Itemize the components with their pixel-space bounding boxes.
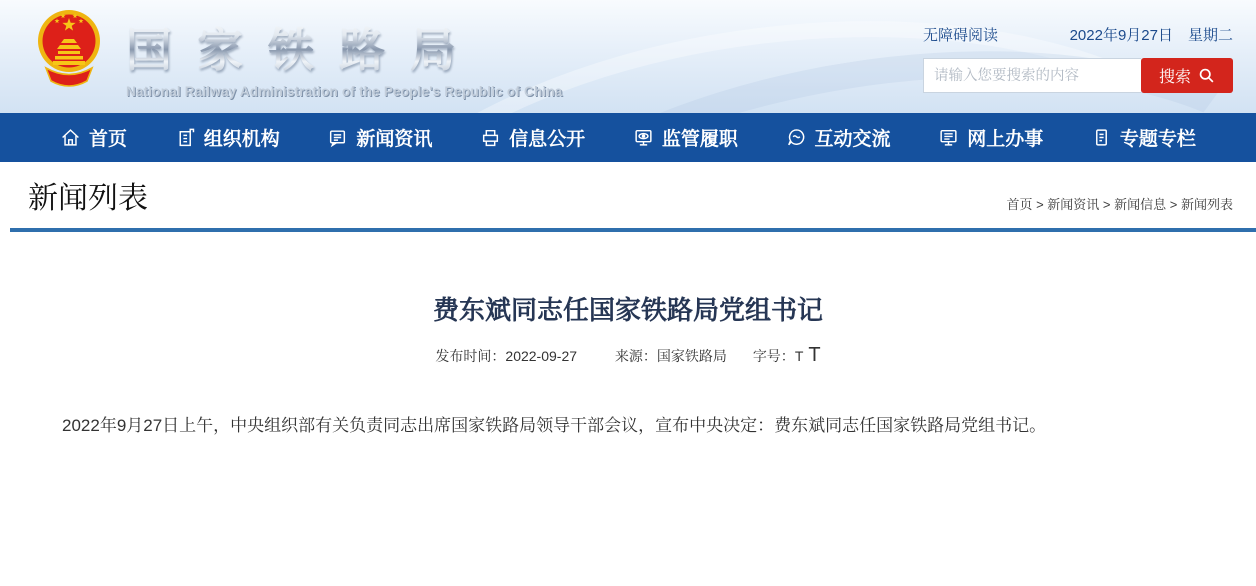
nav-item-news[interactable] xyxy=(327,124,432,151)
breadcrumb-news-info[interactable]: 新闻信息 xyxy=(1114,197,1167,212)
online-service-icon xyxy=(938,127,959,148)
article-title: 费东斌同志任国家铁路局党组书记 xyxy=(432,295,823,325)
home-icon xyxy=(60,127,81,148)
breadcrumb-home[interactable]: 首页 xyxy=(1006,197,1033,212)
site-header xyxy=(0,0,1256,113)
header-tools xyxy=(923,24,1233,93)
article xyxy=(0,232,1256,442)
page-title: 新闻列表 xyxy=(28,182,148,215)
nav-item-supervision[interactable] xyxy=(633,124,738,151)
nav-item-home[interactable] xyxy=(60,124,127,151)
nav-label: 新闻资讯 xyxy=(356,129,433,150)
article-body: 2022年9月27日上午，中央组织部有关负责同志出席国家铁路局领导干部会议，宣布中央决定：费东斌同志任国家铁路局党组书记。 xyxy=(62,416,1047,435)
magnifier-icon xyxy=(1198,67,1215,84)
nav-label: 网上办事 xyxy=(967,129,1044,150)
nav-label: 互动交流 xyxy=(814,129,891,150)
nav-item-interaction[interactable] xyxy=(786,124,891,151)
main-nav xyxy=(0,113,1256,162)
nav-label: 首页 xyxy=(89,129,128,150)
source-label: 来源： xyxy=(614,348,657,364)
font-size-small-button[interactable]: T xyxy=(794,348,804,364)
search-input[interactable] xyxy=(923,58,1141,93)
publish-time-label: 发布时间： xyxy=(435,348,506,364)
font-size-label: 字号： xyxy=(752,348,795,364)
article-source xyxy=(615,346,727,366)
nav-item-special-column[interactable] xyxy=(1091,124,1196,151)
nav-label: 组织机构 xyxy=(203,129,280,150)
breadcrumb xyxy=(1006,194,1233,215)
breadcrumb-separator: > xyxy=(1032,197,1048,212)
national-emblem-icon xyxy=(36,8,102,104)
breadcrumb-news[interactable]: 新闻资讯 xyxy=(1047,197,1100,212)
supervision-icon xyxy=(633,127,654,148)
publish-time xyxy=(435,346,577,366)
search-button[interactable] xyxy=(1141,58,1233,93)
nav-label: 专题专栏 xyxy=(1119,129,1196,150)
accessibility-link[interactable]: 无障碍阅读 xyxy=(923,27,999,44)
page-head xyxy=(0,162,1256,215)
current-date: 2022年9月27日 星期二 xyxy=(1069,27,1233,44)
font-size-large-button[interactable]: T xyxy=(808,344,821,366)
breadcrumb-separator: > xyxy=(1099,197,1115,212)
breadcrumb-separator: > xyxy=(1166,197,1181,212)
organization-icon xyxy=(175,127,196,148)
font-size-control xyxy=(753,344,821,367)
search-button-label: 搜索 xyxy=(1158,69,1191,86)
article-meta xyxy=(28,344,1228,367)
nav-item-online-service[interactable] xyxy=(938,124,1043,151)
site-title-en: National Railway Administration of the People's Republic of China xyxy=(126,84,563,99)
info-disclosure-icon xyxy=(480,127,501,148)
special-column-icon xyxy=(1091,127,1112,148)
site-title xyxy=(126,8,563,99)
source-value: 国家铁路局 xyxy=(656,348,727,364)
nav-label: 信息公开 xyxy=(509,129,586,150)
nav-label: 监管履职 xyxy=(661,129,738,150)
nav-item-organization[interactable] xyxy=(175,124,280,151)
site-logo[interactable] xyxy=(36,8,563,104)
breadcrumb-news-list[interactable]: 新闻列表 xyxy=(1180,197,1233,212)
nav-item-info-disclosure[interactable] xyxy=(480,124,585,151)
news-icon xyxy=(327,127,348,148)
interaction-icon xyxy=(786,127,807,148)
publish-time-value: 2022-09-27 xyxy=(505,348,578,364)
site-title-cn: 国家铁路局 xyxy=(126,14,563,80)
